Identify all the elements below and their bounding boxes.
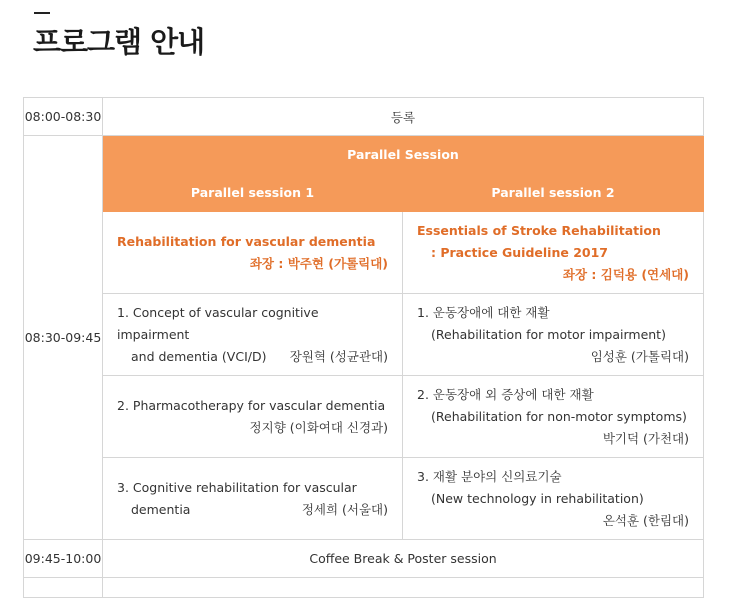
- table-row: [24, 136, 704, 174]
- track-1-header: Parallel session 1: [103, 174, 403, 212]
- talk-cell: [403, 458, 704, 540]
- track-2-chair: 좌장 : 김덕용 (연세대): [562, 266, 689, 282]
- talk-title-cont: dementia: [131, 501, 191, 517]
- talk-title: 2. 운동장애 외 증상에 대한 재활: [417, 386, 594, 402]
- talk-title: 3. Cognitive rehabilitation for vascular: [117, 479, 357, 495]
- program-table: [23, 97, 704, 598]
- table-row: [24, 174, 704, 212]
- talk-title: 1. 운동장애에 대한 재활: [417, 304, 550, 320]
- talk-cell: [103, 458, 403, 540]
- table-row: [24, 98, 704, 136]
- talk-speaker: 장원혁 (성균관대): [289, 348, 388, 364]
- talk-speaker: 온석훈 (한림대): [602, 512, 689, 528]
- table-row: [24, 540, 704, 578]
- talk-cell: [103, 294, 403, 376]
- talk-speaker: 정지향 (이화여대 신경과): [249, 419, 388, 435]
- talk-title-cont: and dementia (VCI/D): [131, 348, 267, 364]
- track-1-title-cell: [103, 212, 403, 294]
- track-1-chair: 좌장 : 박주현 (가톨릭대): [249, 255, 388, 271]
- talk-subtitle: (Rehabilitation for non-motor symptoms): [431, 408, 687, 424]
- time-cell: [24, 578, 103, 598]
- time-cell: 08:30-09:45: [24, 136, 103, 540]
- talk-title: 3. 재활 분야의 신의료기술: [417, 468, 562, 484]
- table-row: [24, 578, 704, 598]
- time-cell: 09:45-10:00: [24, 540, 103, 578]
- registration-label: 등록: [103, 98, 704, 136]
- track-2-title-line-1: Essentials of Stroke Rehabilitation: [417, 222, 661, 238]
- track-1-title: Rehabilitation for vascular dementia: [117, 233, 376, 249]
- talk-cell: [403, 376, 704, 458]
- table-row: [24, 294, 704, 376]
- talk-subtitle: (Rehabilitation for motor impairment): [431, 326, 666, 342]
- track-2-title-cell: [403, 212, 704, 294]
- talk-subtitle: (New technology in rehabilitation): [431, 490, 644, 506]
- table-row: [24, 212, 704, 294]
- coffee-break-label: Coffee Break & Poster session: [103, 540, 704, 578]
- talk-speaker: 임성훈 (가톨릭대): [590, 348, 689, 364]
- time-cell: 08:00-08:30: [24, 98, 103, 136]
- next-row-cell: [103, 578, 704, 598]
- talk-cell: [103, 376, 403, 458]
- title-accent-mark: [34, 12, 50, 14]
- talk-speaker: 박기덕 (가천대): [602, 430, 689, 446]
- track-2-title-line-2: : Practice Guideline 2017: [431, 244, 608, 260]
- talk-speaker: 정세희 (서울대): [301, 501, 388, 517]
- page-title: 프로그램 안내: [33, 25, 205, 59]
- talk-cell: [403, 294, 704, 376]
- table-row: [24, 376, 704, 458]
- talk-title: 2. Pharmacotherapy for vascular dementia: [117, 397, 386, 413]
- talk-title: 1. Concept of vascular cognitive impairment: [117, 304, 319, 342]
- track-2-header: Parallel session 2: [403, 174, 704, 212]
- parallel-session-header: Parallel Session: [103, 136, 704, 174]
- table-row: [24, 458, 704, 540]
